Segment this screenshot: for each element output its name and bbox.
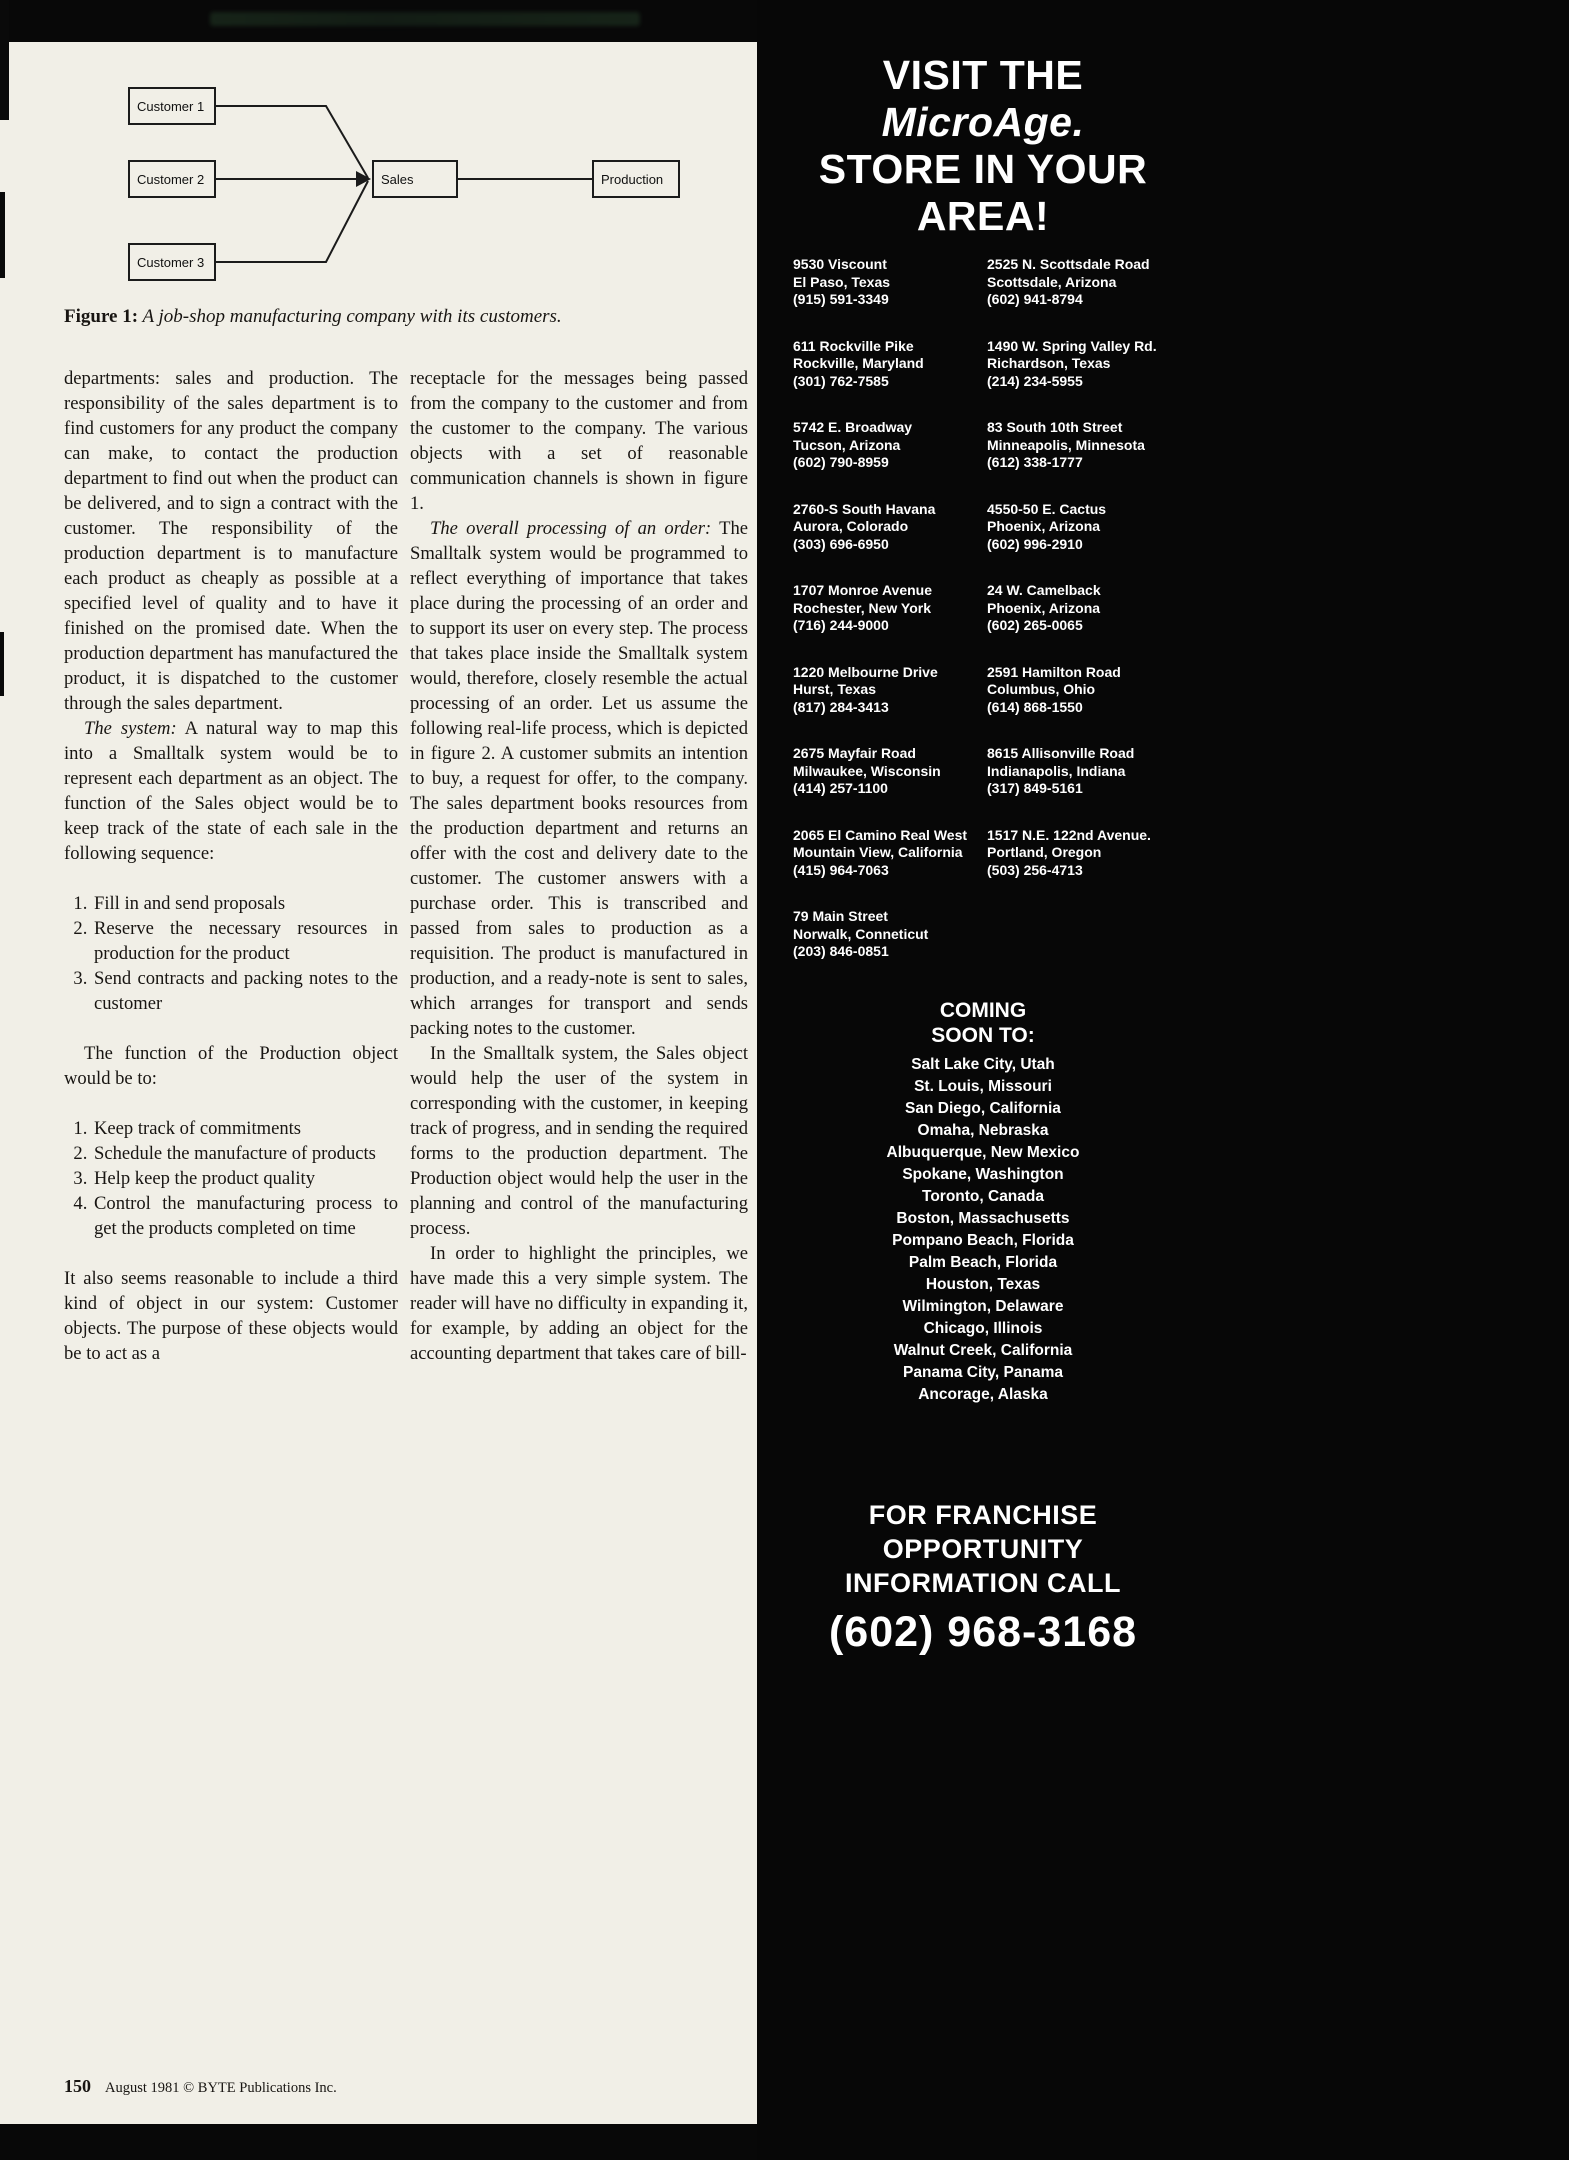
figure-box-customer-1 [128, 87, 216, 125]
store-entry [987, 501, 1173, 554]
store-city: Phoenix, Arizona [987, 518, 1101, 534]
store-phone: (214) 234-5955 [987, 372, 1083, 389]
store-directory [793, 256, 1173, 990]
paragraph: The function of the Production object would be to: [64, 1043, 398, 1089]
store-entry [793, 664, 979, 717]
sales-object-steps-list [64, 891, 398, 1016]
coming-soon-city-list [793, 1054, 1173, 1406]
store-address: 9530 Viscount [793, 256, 887, 272]
store-phone: (317) 849-5161 [987, 780, 1083, 796]
list-item: 3. Help keep the product quality [92, 1166, 398, 1191]
store-phone: (614) 868-1550 [987, 698, 1083, 715]
figure-caption-text: A job-shop manufacturing company with its customers. [138, 306, 562, 327]
store-phone: (915) 591-3349 [793, 291, 889, 307]
paragraph-text: The Smalltalk system would be programmed to reflect everything of importance that takes place during the processing of an order and to support its user on every step. The process that takes place inside the Smalltalk system would, therefore, closely resemble the actual processing of an order. Let us assume the following real-life process, which is depicted in figure 2. A customer submits an intention to buy, a request for offer, to the company. The sales department books resources from the production department and returns an offer with the cost and delivery date to the customer. The customer answers with a purchase order. This is transcribed and passed from sales to production as a requisition. The product is manufactured in production, and a ready-note is sent to sales, which arranges for transport and sends packing notes to the customer. [410, 518, 748, 1039]
coming-soon-city: St. Louis, Missouri [914, 1077, 1052, 1095]
store-address: 2525 N. Scottsdale Road [987, 256, 1150, 272]
franchise-line: OPPORTUNITY [882, 1533, 1084, 1564]
figure-box-label: Customer 3 [137, 254, 205, 270]
store-city: Richardson, Texas [987, 355, 1111, 371]
paragraph-lead-italic: The system: [84, 718, 177, 739]
coming-soon-heading [793, 998, 1173, 1048]
store-phone: (602) 941-8794 [987, 291, 1083, 307]
coming-soon-city: Palm Beach, Florida [908, 1253, 1058, 1271]
store-address: 2760-S South Havana [793, 500, 936, 517]
store-city: Tucson, Arizona [793, 436, 901, 453]
list-item: 3. Send contracts and packing notes to the customer [92, 966, 398, 1016]
store-phone: (415) 964-7063 [793, 861, 889, 878]
store-entry [793, 256, 979, 309]
ad-content [793, 52, 1173, 1657]
figure-box-customer-2 [128, 160, 216, 198]
article-column-1 [64, 366, 398, 1366]
store-address: 1707 Monroe Avenue [793, 582, 933, 598]
store-phone: (602) 790-8959 [793, 454, 889, 470]
footer-text: August 1981 © BYTE Publications Inc. [105, 2080, 337, 2096]
store-entry [793, 908, 979, 961]
store-city: Rockville, Maryland [793, 355, 924, 371]
franchise-line: INFORMATION CALL [845, 1567, 1121, 1598]
paragraph [64, 716, 398, 866]
figure-box-label: Customer 1 [137, 98, 205, 114]
paragraph [410, 516, 748, 1041]
coming-soon-city: Salt Lake City, Utah [911, 1055, 1055, 1073]
store-entry [793, 745, 979, 798]
ad-headline-line: STORE IN YOUR [818, 146, 1148, 192]
paragraph-lead-italic: The overall processing of an order: [430, 518, 712, 539]
store-city: Milwaukee, Wisconsin [793, 762, 941, 779]
store-city: Norwalk, Conneticut [793, 925, 929, 942]
store-phone: (716) 244-9000 [793, 617, 889, 633]
store-entry [987, 745, 1173, 798]
store-address: 1490 W. Spring Valley Rd. [987, 337, 1157, 354]
list-item: 1. Fill in and send proposals [92, 891, 398, 916]
store-entry [987, 419, 1173, 472]
paragraph: In the Smalltalk system, the Sales object would help the user of the system in corresponding with the customer, in keeping track of progress, and in sending the required forms to the production department. The Production object would help the user in the planning and control of the manufacturing process. [410, 1043, 748, 1239]
store-city: Scottsdale, Arizona [987, 273, 1117, 290]
store-phone: (303) 696-6950 [793, 535, 889, 552]
store-entry [793, 501, 979, 554]
store-address: 83 South 10th Street [987, 419, 1123, 435]
list-item: 4. Control the manufacturing process to get the products completed on time [92, 1191, 398, 1241]
store-city: El Paso, Texas [793, 273, 891, 290]
coming-soon-city: Chicago, Illinois [923, 1319, 1043, 1337]
coming-soon-city: Ancorage, Alaska [918, 1385, 1048, 1403]
store-city: Columbus, Ohio [987, 681, 1096, 697]
store-address: 2065 El Camino Real West [793, 826, 968, 843]
coming-soon-city: Wilmington, Delaware [902, 1297, 1064, 1315]
coming-soon-city: Spokane, Washington [902, 1165, 1064, 1183]
store-city: Portland, Oregon [987, 844, 1102, 860]
franchise-callout [793, 1498, 1173, 1600]
store-entry [793, 338, 979, 391]
store-city: Indianapolis, Indiana [987, 762, 1126, 779]
coming-soon-heading-line: COMING [939, 998, 1027, 1022]
article-column-2 [410, 366, 748, 1366]
figure-caption [64, 306, 724, 328]
scan-artifact [0, 632, 4, 696]
page-footer [64, 2076, 337, 2097]
store-phone: (612) 338-1777 [987, 454, 1083, 470]
store-address: 5742 E. Broadway [793, 419, 913, 435]
coming-soon-city: Pompano Beach, Florida [892, 1231, 1074, 1249]
store-address: 1220 Melbourne Drive [793, 663, 938, 680]
figure-box-customer-3 [128, 243, 216, 281]
store-list-left [793, 256, 979, 990]
store-phone: (602) 996-2910 [987, 535, 1083, 552]
figure-box-sales [372, 160, 458, 198]
store-city: Mountain View, California [793, 844, 963, 860]
franchise-phone-number: (602) 968-3168 [828, 1607, 1138, 1656]
store-city: Phoenix, Arizona [987, 599, 1101, 616]
store-city: Minneapolis, Minnesota [987, 436, 1145, 453]
store-address: 611 Rockville Pike [793, 337, 914, 354]
ad-headline [793, 52, 1173, 240]
store-address: 2591 Hamilton Road [987, 663, 1121, 680]
store-address: 8615 Allisonville Road [987, 745, 1135, 761]
list-item: 2. Reserve the necessary resources in production for the product [92, 916, 398, 966]
coming-soon-city: Walnut Creek, California [893, 1341, 1073, 1359]
store-phone: (203) 846-0851 [793, 943, 889, 959]
figure-box-label: Sales [381, 171, 414, 187]
store-phone: (817) 284-3413 [793, 698, 889, 715]
ad-headline-line: VISIT THE [882, 52, 1084, 98]
store-phone: (301) 762-7585 [793, 372, 889, 389]
page-number: 150 [64, 2076, 91, 2096]
list-item: 1. Keep track of commitments [92, 1116, 398, 1141]
paragraph: departments: sales and production. The responsibility of the sales department is to find customers for any product the company can make, to contact the production department to find out when the product can be delivered, and to sign a contract with the customer. The responsibility of the production department is to manufacture each product as cheaply as possible at a specified level of quality and to have it finished on the promised date. When the production department has manufactured the product, it is dispatched to the customer through the sales department. [64, 368, 398, 714]
store-phone: (602) 265-0065 [987, 617, 1083, 633]
coming-soon-city: Houston, Texas [925, 1275, 1041, 1293]
coming-soon-city: Panama City, Panama [903, 1363, 1063, 1381]
franchise-line: FOR FRANCHISE [868, 1499, 1098, 1530]
store-entry [793, 582, 979, 635]
store-entry [987, 827, 1173, 880]
microage-advertisement [757, 0, 1569, 2160]
paragraph: It also seems reasonable to include a third kind of object in our system: Customer objects. The purpose of these objects would be to act as a [64, 1268, 398, 1364]
production-object-steps-list [64, 1116, 398, 1241]
store-entry [793, 827, 979, 880]
coming-soon-heading-line: SOON TO: [931, 1023, 1035, 1047]
store-entry [987, 664, 1173, 717]
coming-soon-city: Toronto, Canada [922, 1187, 1044, 1205]
list-item: 2. Schedule the manufacture of products [92, 1141, 398, 1166]
store-city: Hurst, Texas [793, 681, 876, 697]
store-entry [793, 419, 979, 472]
store-entry [987, 256, 1173, 309]
figure-box-production [592, 160, 680, 198]
figure-box-label: Customer 2 [137, 171, 205, 187]
store-city: Aurora, Colorado [793, 518, 909, 534]
store-address: 1517 N.E. 122nd Avenue. [987, 826, 1151, 843]
store-entry [987, 338, 1173, 391]
store-entry [987, 582, 1173, 635]
figure-box-label: Production [601, 171, 664, 187]
coming-soon-city: Boston, Massachusetts [896, 1209, 1070, 1227]
store-address: 4550-50 E. Cactus [987, 500, 1107, 517]
paragraph-text: A natural way to map this into a Smalltalk system would be to represent each department as an object. The function of the Sales object would be to keep track of the state of each sale in the following sequence: [64, 718, 398, 864]
store-address: 24 W. Camelback [987, 582, 1101, 598]
paragraph: In order to highlight the principles, we have made this a very simple system. The reader will have no difficulty in expanding it, for example, by adding an object for the accounting department that takes care of bill- [410, 1243, 748, 1364]
microage-logo: MicroAge. [881, 99, 1085, 145]
paragraph: receptacle for the messages being passed from the company to the customer and from the customer to the company. The various objects with a set of reasonable communication channels is shown in figure 1. [410, 368, 748, 514]
store-address: 79 Main Street [793, 908, 888, 924]
coming-soon-city: San Diego, California [905, 1099, 1061, 1117]
store-phone: (414) 257-1100 [793, 780, 888, 796]
store-address: 2675 Mayfair Road [793, 745, 916, 761]
store-city: Rochester, New York [793, 599, 931, 616]
store-phone: (503) 256-4713 [987, 861, 1083, 878]
coming-soon-city: Omaha, Nebraska [917, 1121, 1049, 1139]
coming-soon-city: Albuquerque, New Mexico [886, 1143, 1080, 1161]
ad-headline-line: AREA! [916, 193, 1050, 239]
store-list-right [987, 256, 1173, 990]
figure-caption-label: Figure 1: [64, 306, 139, 327]
